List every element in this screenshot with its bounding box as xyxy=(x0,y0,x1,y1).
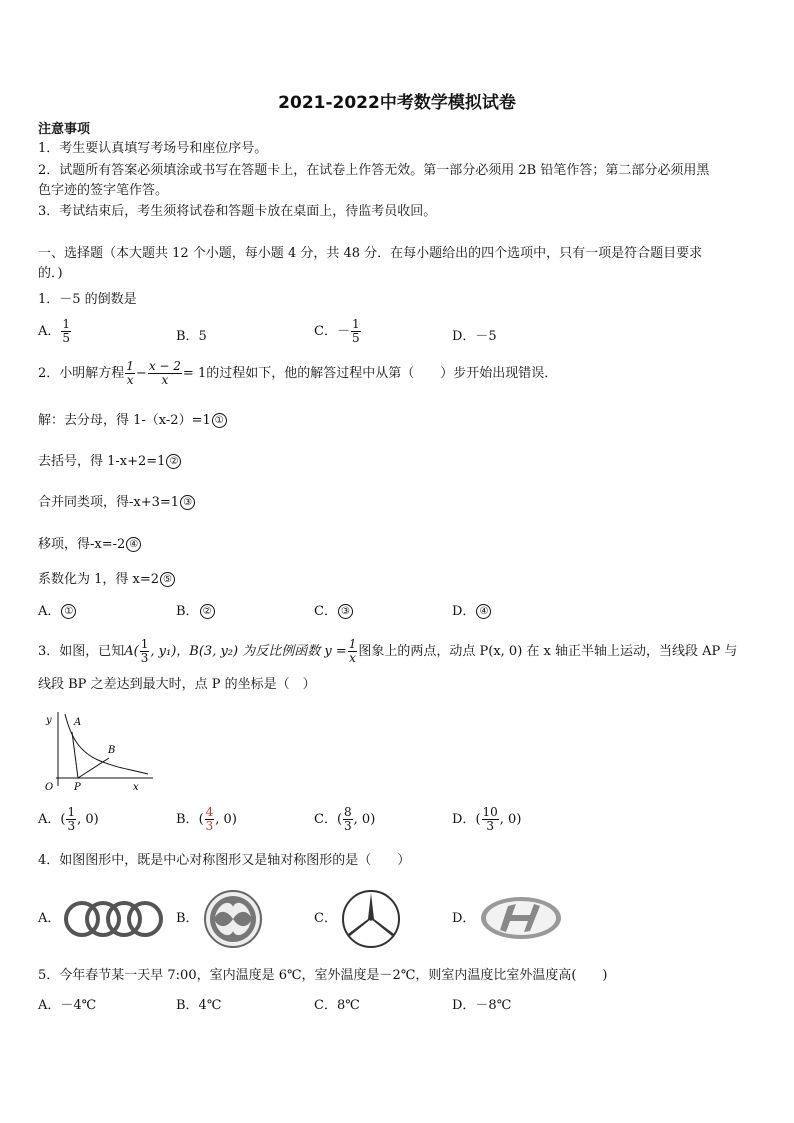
q3-option-d: D．( $\frac{10}{3}$ , 0) xyxy=(452,805,522,833)
graph-label-b: B xyxy=(108,745,116,756)
q3-option-c: C．( $\frac{8}{3}$ , 0) xyxy=(314,805,376,833)
notice-item: 1．考生要认真填写考场号和座位序号。 xyxy=(38,141,268,156)
q2-option-d: D． ④ xyxy=(452,603,491,621)
q5-option-d: D．－8℃ xyxy=(452,998,512,1013)
section-heading: 一、选择题（本大题共 12 个小题，每小题 4 分，共 48 分．在每小题给出的四个选项中，只有一项是符合题目要求 xyxy=(38,246,703,261)
q1-option-a: A． $\frac{1}{5}$ xyxy=(38,317,71,345)
q2-step-4: 移项，得-x=-2 ④ xyxy=(38,536,141,554)
q1-option-c: C．－ $\frac{1}{5}$ xyxy=(314,317,360,345)
q4-option-c-label: C． xyxy=(314,911,337,926)
q5-option-c: C．8℃ xyxy=(314,998,360,1013)
q4-option-a-label: A． xyxy=(38,911,61,926)
notice-item: 3．考试结束后，考生须将试卷和答题卡放在桌面上，待监考员收回。 xyxy=(38,204,437,219)
q3-graph xyxy=(38,708,156,798)
q3-option-b: B．( $\frac{4}{3}$ , 0) xyxy=(176,805,237,833)
q5-option-a: A．－4℃ xyxy=(38,998,97,1013)
question-1-stem: 1．－5 的倒数是 xyxy=(38,292,137,307)
hyundai-logo xyxy=(478,894,564,942)
page-title: 2021-2022中考数学模拟试卷 xyxy=(278,93,516,113)
question-4-stem: 4．如图图形中，既是中心对称图形又是轴对称图形的是（ ） xyxy=(38,853,411,868)
graph-label-o: O xyxy=(45,782,54,793)
segment-bp xyxy=(78,758,109,778)
graph-label-a: A xyxy=(74,717,82,728)
q2-step-1: 解：去分母，得 1-（x-2）=1 ① xyxy=(38,412,227,430)
q2-option-b: B． ② xyxy=(176,603,215,621)
dongfeng-logo xyxy=(202,889,264,949)
q3-option-a: A．( $\frac{1}{3}$ , 0) xyxy=(38,805,99,833)
section-heading-cont: 的．) xyxy=(38,266,63,281)
notice-item: 2．试题所有答案必须填涂或书写在答题卡上，在试卷上作答无效。第一部分必须用 2B 铅笔作答；第二部分必须用黑 xyxy=(38,163,710,178)
question-5-stem: 5．今年春节某一天早 7:00，室内温度是 6℃，室外温度是－2℃，则室内温度比室外温度高( ) xyxy=(38,968,608,983)
q2-option-a: A． ① xyxy=(38,603,76,621)
segment-ap xyxy=(72,732,78,778)
question-3-line-2: 线段 BP 之差达到最大时，点 P 的坐标是（ ） xyxy=(38,677,316,692)
question-3-line-1: 3．如图，已知A( $\frac{1}{3}$ , y₁)，B(3, y₂) 为反比例函数 y = $\frac{1}{x}$ 图象上的两点，动点 P(x, 0) 在 x 轴正半轴上运动，当线段 AP 与 xyxy=(38,637,738,665)
q2-step-2: 去括号，得 1-x+2=1 ② xyxy=(38,453,181,471)
q1-option-d: D．－5 xyxy=(452,329,497,344)
mercedes-star-logo xyxy=(340,888,402,950)
graph-label-y: y xyxy=(46,715,52,726)
notice-heading: 注意事项 xyxy=(38,122,91,137)
q2-step-3: 合并同类项，得-x+3=1 ③ xyxy=(38,494,195,512)
question-2-stem: 2．小明解方程 $\frac{1}{x}$ − $\frac{x - 2}{x}$ = 1的过程如下，他的解答过程中从第（ ）步开始出现错误． xyxy=(38,359,558,387)
q2-option-c: C． ③ xyxy=(314,603,353,621)
graph-label-p: P xyxy=(74,782,81,793)
q4-option-d-label: D． xyxy=(452,911,476,926)
q5-option-b: B．4℃ xyxy=(176,998,222,1013)
graph-label-x: x xyxy=(133,782,139,793)
q1-option-b: B．5 xyxy=(176,329,207,344)
q4-option-b-label: B． xyxy=(176,911,199,926)
notice-item: 色字迹的签字笔作答。 xyxy=(38,183,169,198)
audi-rings-logo xyxy=(62,898,166,940)
q2-step-5: 系数化为 1，得 x=2 ⑤ xyxy=(38,571,175,589)
